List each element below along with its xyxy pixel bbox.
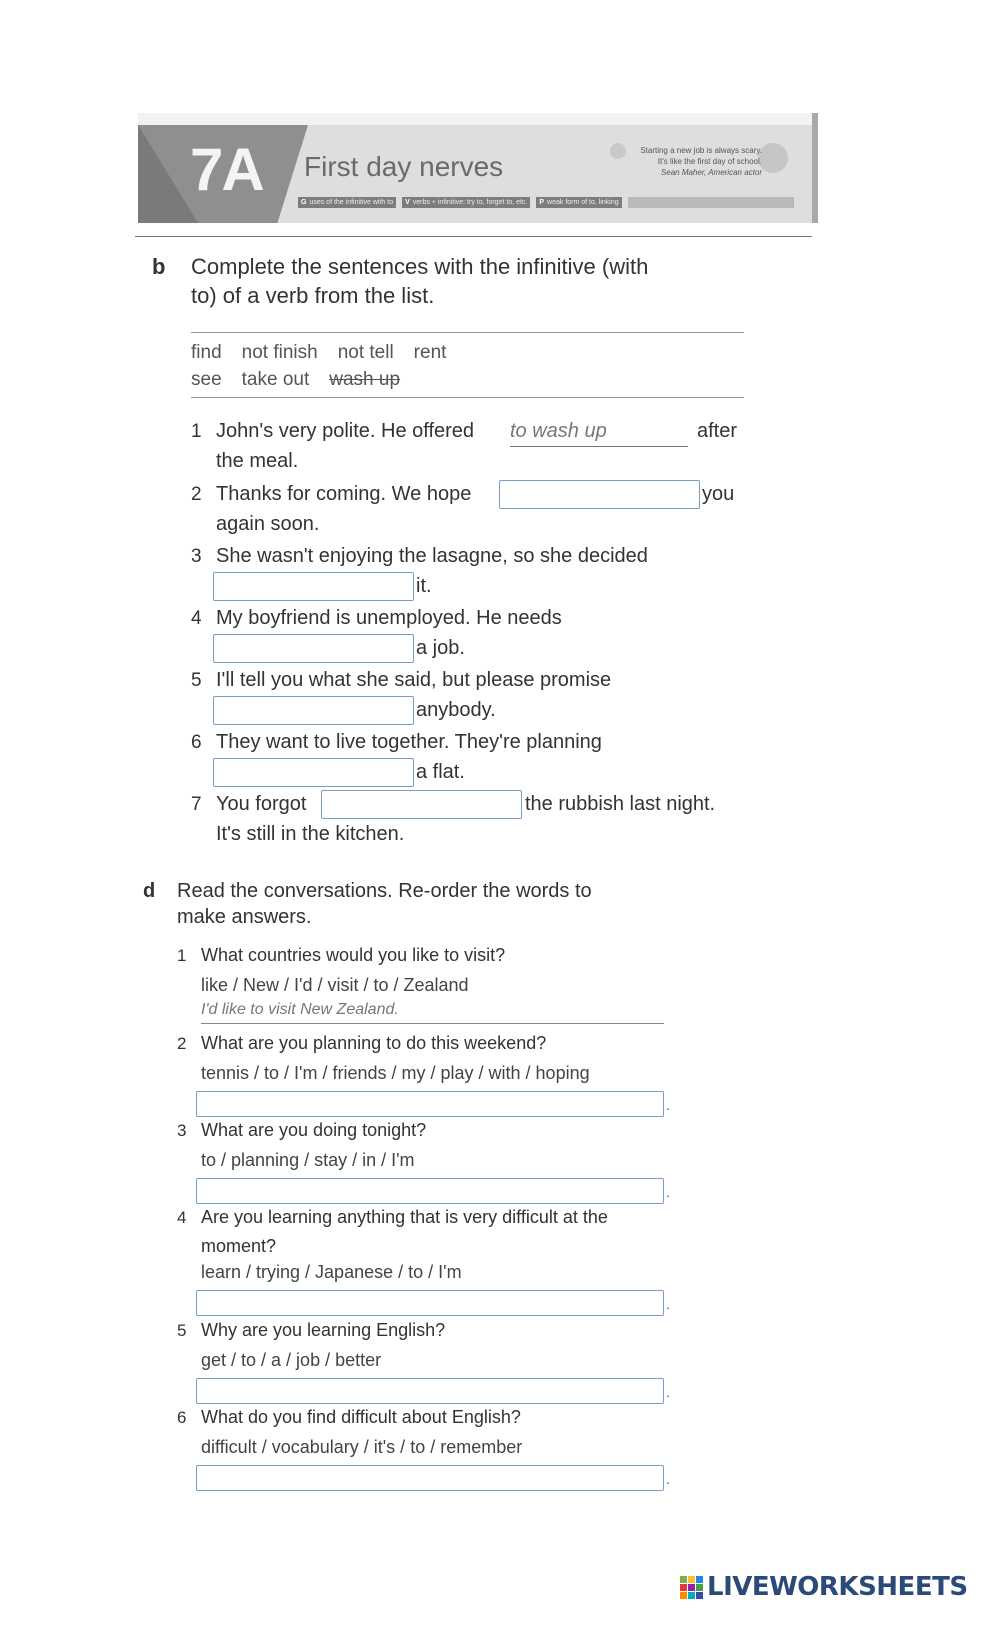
banner-edge [812, 113, 818, 223]
question-1-after: after [697, 420, 738, 442]
item-number: 5 [177, 1321, 187, 1340]
question-7-text: You forgot [216, 793, 307, 815]
quote-circle-icon [758, 143, 788, 173]
logo-text: LIVEWORKSHEETS [707, 1572, 968, 1602]
question-3-text: She wasn't enjoying the lasagne, so she decided [216, 545, 648, 567]
word-see: see [191, 369, 222, 390]
d-period: . [666, 1384, 670, 1400]
d-example-line [201, 1001, 664, 1024]
unit-code: 7A [190, 136, 263, 203]
d-answer-input-3[interactable] [196, 1178, 664, 1204]
quote-author: Sean Maher, American actor [660, 168, 762, 177]
d-answer-input-4[interactable] [196, 1290, 664, 1316]
quote-line-1: Starting a new job is always scary. [640, 146, 762, 155]
word-box-top-rule [191, 332, 744, 333]
item-number: 3 [177, 1121, 187, 1140]
question-1-line2: the meal. [216, 450, 299, 472]
d-words-5: get / to / a / job / better [201, 1350, 382, 1370]
word-box-bottom-rule [191, 397, 744, 398]
item-number: 5 [191, 670, 202, 691]
item-number: 4 [177, 1208, 187, 1227]
banner-stripe [138, 113, 818, 125]
item-number: 4 [191, 608, 202, 629]
pronunciation-tag: P weak form of to, linking [536, 197, 621, 208]
question-2-after: you [702, 483, 735, 505]
answer-input-4[interactable] [213, 634, 414, 663]
answer-input-2[interactable] [499, 480, 700, 509]
d-period: . [666, 1097, 670, 1113]
question-5-text: I'll tell you what she said, but please promise [216, 669, 612, 691]
section-b-letter: b [152, 254, 166, 279]
d-period: . [666, 1184, 670, 1200]
d-question-1: What countries would you like to visit? [201, 945, 506, 965]
word-not-finish: not finish [241, 342, 318, 363]
question-6-text: They want to live together. They're planning [216, 731, 602, 753]
word-take-out: take out [241, 369, 310, 390]
unit-banner [138, 113, 818, 223]
word-list-row-1 [191, 342, 466, 364]
question-1-text: John's very polite. He offered [216, 420, 475, 442]
d-question-3: What are you doing tonight? [201, 1120, 427, 1140]
item-number: 7 [191, 794, 202, 815]
d-answer-input-2[interactable] [196, 1091, 664, 1117]
word-wash-up-crossed: wash up [329, 369, 401, 390]
d-period: . [666, 1296, 670, 1312]
quote-line-2: It's like the first day of school. [657, 157, 762, 166]
d-answer-input-5[interactable] [196, 1378, 664, 1404]
question-7-line2: It's still in the kitchen. [216, 823, 405, 845]
item-number: 6 [191, 732, 202, 753]
d-question-5: Why are you learning English? [201, 1320, 446, 1340]
item-number: 2 [191, 484, 202, 505]
question-7-after: the rubbish last night. [525, 793, 716, 815]
question-2-text: Thanks for coming. We hope [216, 483, 472, 505]
item-number: 1 [191, 421, 202, 442]
question-5-after: anybody. [416, 699, 496, 721]
tag-bar-fill [628, 197, 794, 208]
d-words-3: to / planning / stay / in / I'm [201, 1150, 415, 1170]
d-question-2: What are you planning to do this weekend? [201, 1033, 547, 1053]
section-d-instruction: Read the conversations. Re-order the words to make answers. [177, 880, 592, 928]
item-number: 6 [177, 1408, 187, 1427]
question-4-text: My boyfriend is unemployed. He needs [216, 607, 562, 629]
d-words-6: difficult / vocabulary / it's / to / remember [201, 1437, 523, 1457]
grammar-tag-bar [298, 197, 794, 208]
grammar-tag: G uses of the infinitive with to [298, 197, 396, 208]
d-words-4: learn / trying / Japanese / to / I'm [201, 1262, 462, 1282]
d-question-6: What do you find difficult about English? [201, 1407, 521, 1427]
d-period: . [666, 1471, 670, 1487]
d-answer-input-6[interactable] [196, 1465, 664, 1491]
example-answer: to wash up [510, 416, 690, 447]
question-3-after: it. [416, 575, 432, 597]
item-number: 1 [177, 946, 187, 965]
question-2-line2: again soon. [216, 513, 320, 535]
word-find: find [191, 342, 222, 363]
vocabulary-tag: V verbs + infinitive: try to, forget to, etc. [402, 197, 530, 208]
liveworksheets-logo [680, 1571, 968, 1603]
d-question-4: Are you learning anything that is very difficult at the moment? [201, 1207, 608, 1256]
unit-title: First day nerves [304, 151, 504, 182]
logo-grid-icon [680, 1576, 703, 1599]
question-6-after: a flat. [416, 761, 465, 783]
unit-quote [614, 145, 762, 178]
word-not-tell: not tell [337, 342, 394, 363]
d-words-2: tennis / to / I'm / friends / my / play / with / hoping [201, 1063, 590, 1083]
answer-input-7[interactable] [321, 790, 522, 819]
d-words-1: like / New / I'd / visit / to / Zealand [201, 975, 469, 995]
item-number: 2 [177, 1034, 187, 1053]
question-4-after: a job. [416, 637, 465, 659]
answer-input-3[interactable] [213, 572, 414, 601]
section-d-letter: d [143, 880, 156, 902]
answer-input-5[interactable] [213, 696, 414, 725]
d-example-answer: I'd like to visit New Zealand. [201, 1001, 399, 1018]
word-list-row-2 [191, 369, 420, 391]
answer-input-6[interactable] [213, 758, 414, 787]
item-number: 3 [191, 546, 202, 567]
header-divider [135, 236, 812, 237]
section-b-instruction: Complete the sentences with the infinitive (with to) of a verb from the list. [191, 254, 649, 308]
word-rent: rent [413, 342, 447, 363]
